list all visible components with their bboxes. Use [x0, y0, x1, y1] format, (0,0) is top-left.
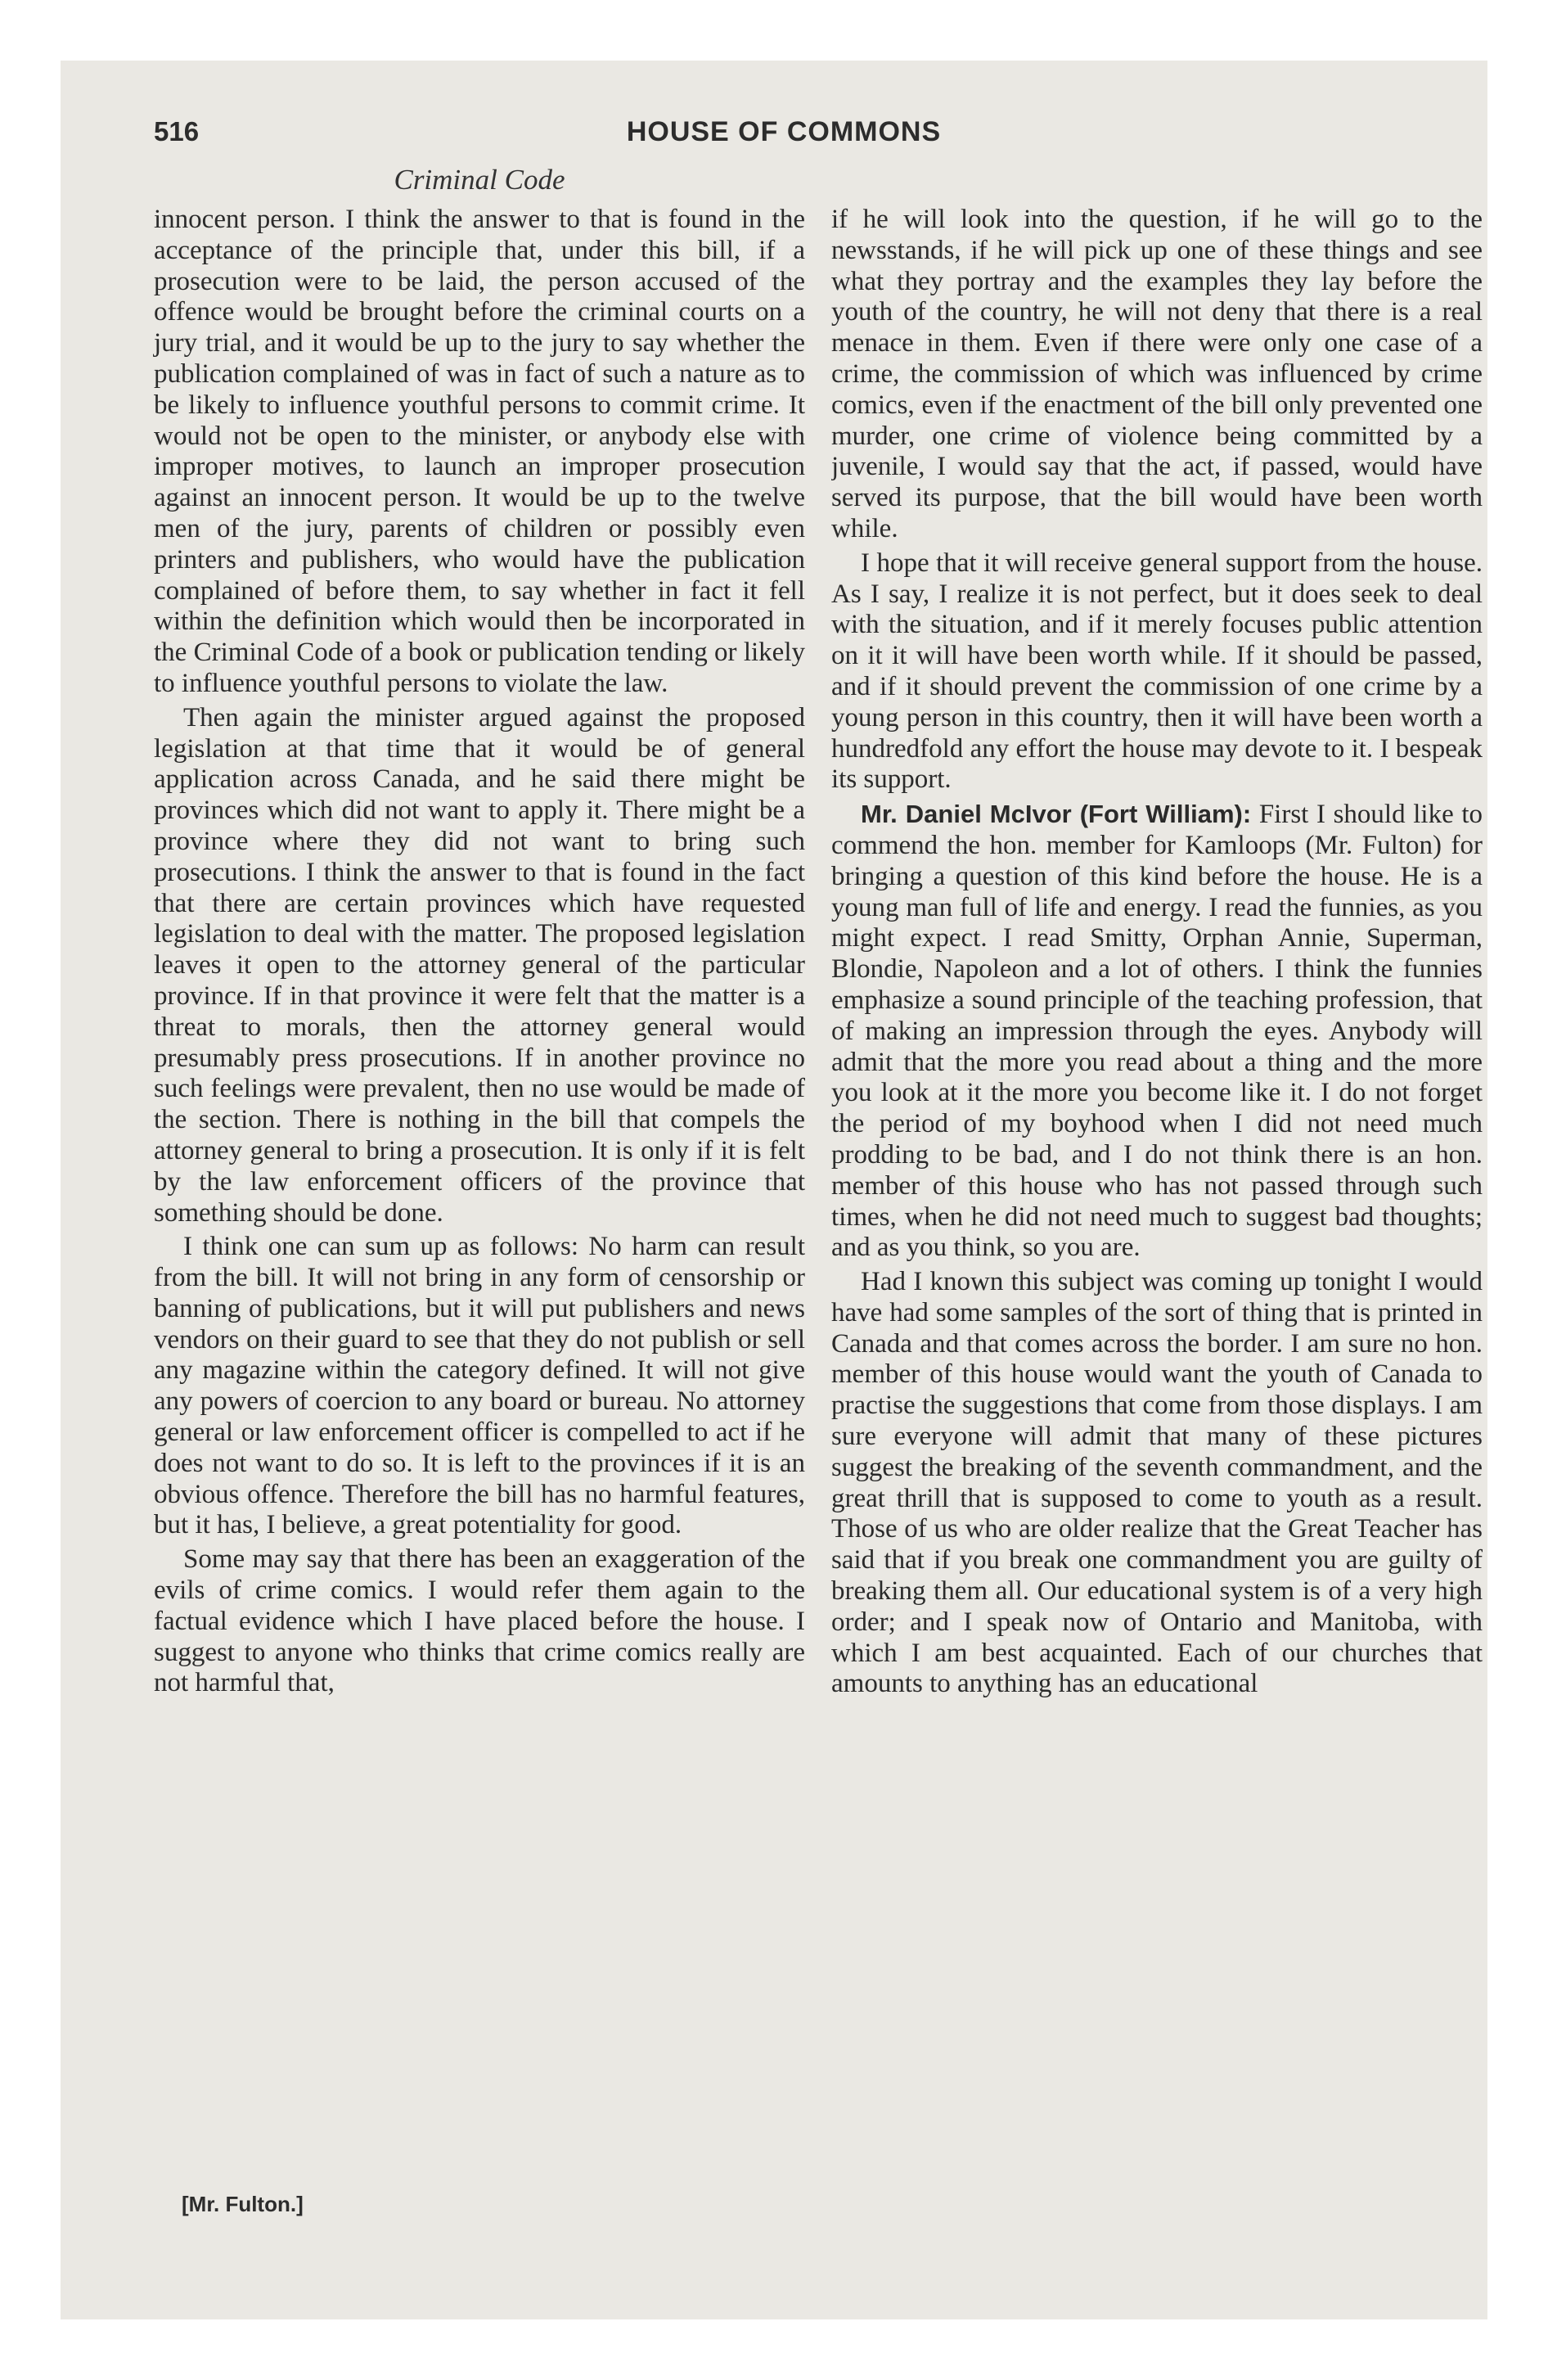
page-number: 516 — [154, 116, 200, 146]
section-subject: Criminal Code — [394, 164, 565, 196]
speech-paragraph — [831, 799, 1483, 1264]
paragraph: I think one can sum up as follows: No harm can result from the bill. It will not bring in any form of censorship or banning of publications, but it will put publishers and news vendors on their guard to see that they do not publish or sell any magazine within the category defined. It will not give any powers of coercion to any board or bureau. No attorney general or law enforcement officer is compelled to act if he does not want to do so. It is left to the provinces if it is an obvious offence. Therefore the bill has no harmful features, but it has, I believe, a great potentiality for good. — [154, 1232, 805, 1540]
paragraph: innocent person. I think the answer to that is found in the acceptance of the principle that, under this bill, if a prosecution were to be laid, the person accused of the offence would be brought before the criminal courts on a jury trial, and it would be up to the jury to say whether the publication complained of was in fact of such a nature as to be likely to influence youthful persons to commit crime. It would not be open to the minister, or anybody else with improper motives, to launch an improper prosecution against an innocent person. It would be up to the twelve men of the jury, parents of children or possibly even printers and publishers, who would have the publication complained of before them, to say whether in fact it fell within the definition which would then be incorporated in the Criminal Code of a book or publication tending or likely to influence youthful persons to violate the law. — [154, 205, 805, 698]
paragraph: I hope that it will receive general support from the house. As I say, I realize it is not perfect, but it does seek to deal with the situation, and if it merely focuses public attention on it it will have been worth while. If it should be passed, and if it should prevent the commission of one crime by a young person in this country, then it will have been worth a hundredfold any effort the house may devote to it. I bespeak its support. — [831, 548, 1483, 795]
running-head: HOUSE OF COMMONS — [626, 116, 942, 147]
paragraph: Had I known this subject was coming up tonight I would have had some samples of the sort of thing that is printed in Canada and that comes across the border. I am sure no hon. member of this house would want the youth of Canada to practise the suggestions that come from those displays. I am sure everyone will admit that many of these pictures suggest the breaking of the seventh commandment, and the great thrill that is supposed to come to youth as a result. Those of us who are older realize that the Great Teacher has said that if you break one commandment you are guilty of breaking them all. Our educational system is of a very high order; and I speak now of Ontario and Manitoba, with which I am best acquainted. Each of our churches that amounts to anything has an educational — [831, 1267, 1483, 1699]
speaker-attribution: [Mr. Fulton.] — [182, 2192, 304, 2216]
left-column — [154, 205, 805, 1702]
right-column — [831, 205, 1483, 1703]
speaker-name: Mr. Daniel McIvor (Fort William): — [861, 800, 1252, 829]
paragraph: Some may say that there has been an exaggeration of the evils of crime comics. I would refer them again to the factual evidence which I have placed before the house. I suggest to anyone who thinks that crime comics really are not harmful that, — [154, 1544, 805, 1698]
speech-opening: First I — [1258, 800, 1325, 830]
page-header — [154, 116, 1414, 157]
paragraph: Then again the minister argued against the proposed legislation at that time that it would be of general application across Canada, and he said there might be provinces which did not want to apply it. There might be a province where they did not want to bring such prosecutions. I think the answer to that is found in the fact that there are certain provinces which have requested legislation to deal with the matter. The proposed legislation leaves it open to the attorney general of the particular province. If in that province it were felt that the matter is a threat to morals, then the attorney general would presumably press prosecutions. If in another province no such feelings were prevalent, then no use would be made of the section. There is nothing in the bill that compels the attorney general to bring a prosecution. It is only if it is felt by the law enforcement officers of the province that something should be done. — [154, 702, 805, 1228]
paragraph: if he will look into the question, if he will go to the newsstands, if he will pick up one of these things and see what they portray and the examples they lay before the youth of the country, he will not deny that there is a real menace in them. Even if there were only one case of a crime, the commission of which was influenced by crime comics, even if the enactment of the bill only prevented one murder, one crime of violence being committed by a juvenile, I would say that the act, if passed, would have served its purpose, that the bill would have been worth while. — [831, 205, 1483, 543]
speech-text: should like to commend the hon. member for Kamloops (Mr. Fulton) for bringing a question of this kind before the house. He is a young man full of life and energy. I read the funnies, as you might expect. I read Smitty, Orphan Annie, Superman, Blondie, Napoleon and a lot of others. I think the funnies emphasize a sound principle of the teaching profession, that of making an impression through the eyes. Anybody will admit that the more you read about a thing and the more you look at it the more you become like it. I do not forget the period of my boyhood when I did not need much prodding to be bad, and I do not think there is an hon. member of this house who has not passed through such times, when he did not need much to suggest bad thoughts; and as you think, so you are. — [831, 800, 1483, 1263]
